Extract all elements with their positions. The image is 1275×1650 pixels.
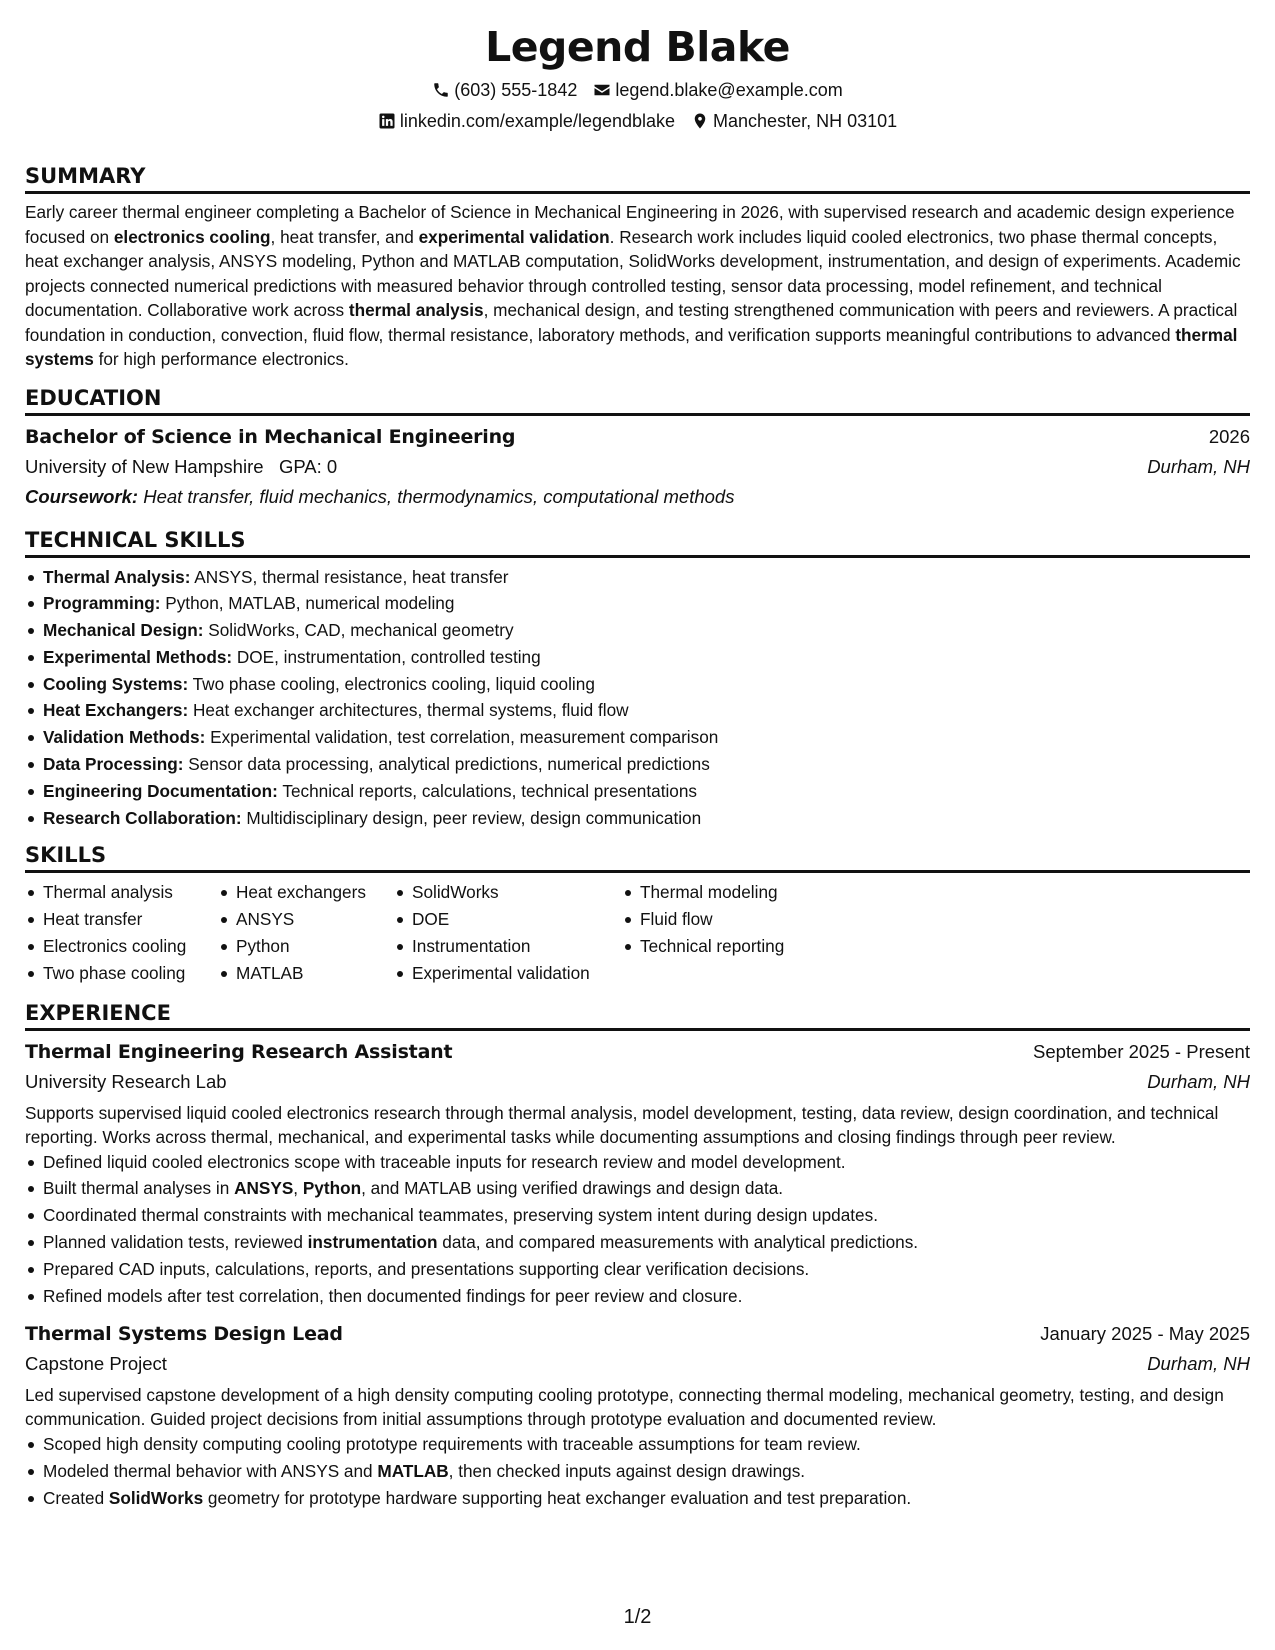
skill-item: Thermal analysis (25, 879, 218, 906)
technical-skill-label: Thermal Analysis: (43, 566, 191, 587)
contact-email[interactable] (593, 77, 842, 103)
contact-row-2 (25, 108, 1250, 134)
contact-row-1 (25, 77, 1250, 103)
envelope-icon (593, 81, 611, 99)
job-title: Thermal Engineering Research Assistant (25, 1040, 453, 1063)
job-bullet-text: Scoped high density computing cooling prototype requirements with traceable assumptions for team review. (43, 1434, 861, 1455)
experience-org-row (25, 1349, 1250, 1379)
job-location: Durham, NH (1147, 1353, 1250, 1375)
technical-skill-item (25, 778, 1250, 805)
technical-skill-label: Experimental Methods: (43, 646, 233, 667)
job-bullet (25, 1149, 1250, 1176)
job-bullet-text: data, and compared measurements with analytical predictions. (437, 1232, 919, 1253)
technical-skill-text: Technical reports, calculations, technical presentations (277, 780, 698, 801)
technical-skill-item (25, 751, 1250, 778)
summary-section (25, 162, 1250, 372)
coursework-label: Coursework: (25, 485, 139, 507)
phone-text: (603) 555-1842 (454, 80, 578, 100)
technical-skill-text: Two phase cooling, electronics cooling, liquid cooling (188, 673, 595, 694)
education-row-2 (25, 452, 1250, 482)
coursework (25, 482, 1250, 512)
technical-skill-text: Heat exchanger architectures, thermal systems, fluid flow (188, 700, 629, 721)
job-bullet-text: Defined liquid cooled electronics scope with traceable inputs for research review and model development. (43, 1151, 846, 1172)
gpa: GPA: 0 (278, 455, 338, 477)
technical-skill-text: Experimental validation, test correlation, measurement comparison (205, 727, 719, 748)
technical-skill-text: Multidisciplinary design, peer review, design communication (241, 807, 702, 828)
technical-skill-label: Cooling Systems: (43, 673, 189, 694)
technical-skill-text: DOE, instrumentation, controlled testing (232, 646, 541, 667)
summary-text (25, 200, 1250, 372)
job-bullet-bold: ANSYS (234, 1178, 294, 1199)
section-title-education: EDUCATION (25, 384, 1250, 416)
map-pin-icon (691, 112, 709, 130)
skill-item: Heat exchangers (218, 879, 394, 906)
skills-column (25, 879, 218, 986)
skill-item: Experimental validation (394, 960, 622, 987)
education-section (25, 384, 1250, 512)
job-bullet-text: Built thermal analyses in (43, 1178, 235, 1199)
technical-skill-item (25, 697, 1250, 724)
job-location: Durham, NH (1147, 1070, 1250, 1092)
job-bullet-text: , then checked inputs against design drawings. (448, 1461, 806, 1482)
job-bullet-bold: Python (302, 1178, 362, 1199)
technical-skill-text: SolidWorks, CAD, mechanical geometry (203, 620, 514, 641)
technical-skills-list (25, 564, 1250, 832)
skills-section (25, 841, 1250, 986)
technical-skill-label: Data Processing: (43, 754, 184, 775)
job-bullet-text: geometry for prototype hardware supporting heat exchanger evaluation and test preparation. (203, 1488, 912, 1509)
technical-skill-label: Research Collaboration: (43, 807, 242, 828)
job-bullet (25, 1256, 1250, 1283)
summary-bold: thermal analysis (348, 300, 484, 320)
technical-skill-text: Sensor data processing, analytical predictions, numerical predictions (183, 754, 710, 775)
job-summary: Supports supervised liquid cooled electronics research through thermal analysis, model development, testing, data review, design coordination, and technical reporting. Works across thermal, mechanical, and experimental tasks while documenting assumptions and closing findings through peer review. (25, 1102, 1219, 1147)
candidate-name: Legend Blake (485, 23, 790, 71)
experience-list (25, 1037, 1250, 1512)
job-dates: January 2025 - May 2025 (1040, 1323, 1250, 1345)
coursework-text: Heat transfer, fluid mechanics, thermodynamics, computational methods (143, 485, 735, 507)
experience-org-row (25, 1067, 1250, 1097)
section-title-skills: SKILLS (25, 841, 1250, 873)
skills-column (218, 879, 394, 986)
job-bullet-text: Prepared CAD inputs, calculations, reports, and presentations supporting clear verification decisions. (43, 1258, 810, 1279)
summary-text: Early career thermal engineer completing a Bachelor of Science in Mechanical Engineering in 2026, with supervised research and academic design experience focused on (25, 202, 1235, 247)
technical-skill-item (25, 617, 1250, 644)
section-title-technical-skills: TECHNICAL SKILLS (25, 526, 1250, 558)
technical-skill-label: Mechanical Design: (43, 620, 204, 641)
skill-item: ANSYS (218, 906, 394, 933)
skill-item: Instrumentation (394, 933, 622, 960)
job-title: Thermal Systems Design Lead (25, 1323, 343, 1346)
skills-column (622, 879, 822, 986)
skill-item: Technical reporting (622, 933, 822, 960)
job-organization: Capstone Project (25, 1353, 167, 1375)
job-bullet-bold: SolidWorks (108, 1488, 204, 1509)
skill-item: Electronics cooling (25, 933, 218, 960)
summary-bold: electronics cooling (113, 226, 271, 247)
summary-bold: experimental validation (418, 226, 610, 247)
technical-skill-label: Validation Methods: (43, 727, 206, 748)
skill-item: SolidWorks (394, 879, 622, 906)
job-bullet (25, 1485, 1250, 1512)
graduation-year: 2026 (1208, 425, 1250, 447)
section-title-summary: SUMMARY (25, 162, 1250, 194)
experience-section (25, 999, 1250, 1512)
experience-entry (25, 1037, 1250, 1310)
job-bullet-text: Modeled thermal behavior with ANSYS and (43, 1461, 378, 1482)
linkedin-icon (378, 112, 396, 130)
job-bullet-bold: instrumentation (307, 1232, 438, 1253)
technical-skill-item (25, 644, 1250, 671)
contact-linkedin[interactable] (378, 108, 675, 134)
skill-item: Two phase cooling (25, 960, 218, 987)
technical-skills-section (25, 526, 1250, 832)
section-title-experience: EXPERIENCE (25, 999, 1250, 1031)
job-bullet-text: Planned validation tests, reviewed (43, 1232, 308, 1253)
skill-item: Heat transfer (25, 906, 218, 933)
skill-item: Thermal modeling (622, 879, 822, 906)
technical-skill-item (25, 590, 1250, 617)
school-location: Durham, NH (1147, 455, 1250, 477)
skill-item: DOE (394, 906, 622, 933)
job-dates: September 2025 - Present (1033, 1040, 1250, 1062)
skills-column (394, 879, 622, 986)
summary-text: , heat transfer, and (270, 226, 419, 247)
degree-title: Bachelor of Science in Mechanical Engineering (25, 425, 516, 448)
contact-location (691, 108, 897, 134)
technical-skill-item (25, 671, 1250, 698)
job-bullet (25, 1229, 1250, 1256)
job-bullet-bold: MATLAB (377, 1461, 449, 1482)
experience-header-row (25, 1319, 1250, 1349)
skills-grid (25, 879, 1250, 986)
summary-text: for high performance electronics. (93, 349, 349, 369)
job-bullet-text: Refined models after test correlation, then documented findings for peer review and closure. (43, 1285, 743, 1306)
email-link[interactable]: legend.blake@example.com (615, 80, 843, 100)
skill-item: Python (218, 933, 394, 960)
education-row-1 (25, 422, 1250, 452)
skill-item: Fluid flow (622, 906, 822, 933)
job-bullet (25, 1175, 1250, 1202)
technical-skill-item (25, 724, 1250, 751)
technical-skill-label: Heat Exchangers: (43, 700, 189, 721)
technical-skill-text: ANSYS, thermal resistance, heat transfer (190, 566, 509, 587)
job-bullet (25, 1283, 1250, 1310)
job-bullets (25, 1149, 1250, 1310)
resume-header (25, 22, 1250, 134)
technical-skill-label: Engineering Documentation: (43, 780, 278, 801)
technical-skill-item (25, 805, 1250, 832)
location-text: Manchester, NH 03101 (713, 111, 898, 131)
phone-icon (432, 81, 450, 99)
job-bullet (25, 1458, 1250, 1485)
summary-text: , mechanical design, and testing strengthened communication with peers and reviewers. A practical foundation in conduction, convection, fluid flow, thermal resistance, laboratory methods, and verification supports meaningful contributions to advanced (25, 300, 1238, 345)
page-number: 1/2 (623, 1606, 652, 1628)
job-bullet (25, 1202, 1250, 1229)
experience-entry (25, 1319, 1250, 1511)
job-bullets (25, 1431, 1250, 1511)
summary-bold: thermal systems (25, 324, 1238, 369)
job-organization: University Research Lab (25, 1070, 227, 1092)
summary-text: . Research work includes liquid cooled electronics, two phase thermal concepts, heat exchanger analysis, ANSYS modeling, Python and MATLAB computation, SolidWorks development, instrumentation, and design of experiments. Academic projects connected numerical predictions with measured behavior through controlled testing, sensor data processing, model refinement, and technical documentation. Collaborative work across (25, 226, 1241, 320)
school-name: University of New Hampshire (25, 455, 264, 477)
contact-phone (432, 77, 577, 103)
job-summary: Led supervised capstone development of a high density computing cooling prototype, connecting thermal modeling, mechanical geometry, testing, and design communication. Guided project decisions from initial assumptions through prototype evaluation and documented review. (25, 1385, 1224, 1430)
technical-skill-item (25, 564, 1250, 591)
technical-skill-label: Programming: (43, 593, 161, 614)
job-bullet-text: Coordinated thermal constraints with mechanical teammates, preserving system intent during design updates. (43, 1205, 878, 1226)
job-bullet-text: Created (43, 1488, 109, 1509)
job-bullet-text: , and MATLAB using verified drawings and design data. (361, 1178, 784, 1199)
school-info (25, 452, 337, 482)
linkedin-link[interactable]: linkedin.com/example/legendblake (399, 111, 676, 131)
job-bullet-text: , (293, 1178, 303, 1199)
skill-item: MATLAB (218, 960, 394, 987)
experience-header-row (25, 1037, 1250, 1067)
technical-skill-text: Python, MATLAB, numerical modeling (160, 593, 455, 614)
job-bullet (25, 1431, 1250, 1458)
